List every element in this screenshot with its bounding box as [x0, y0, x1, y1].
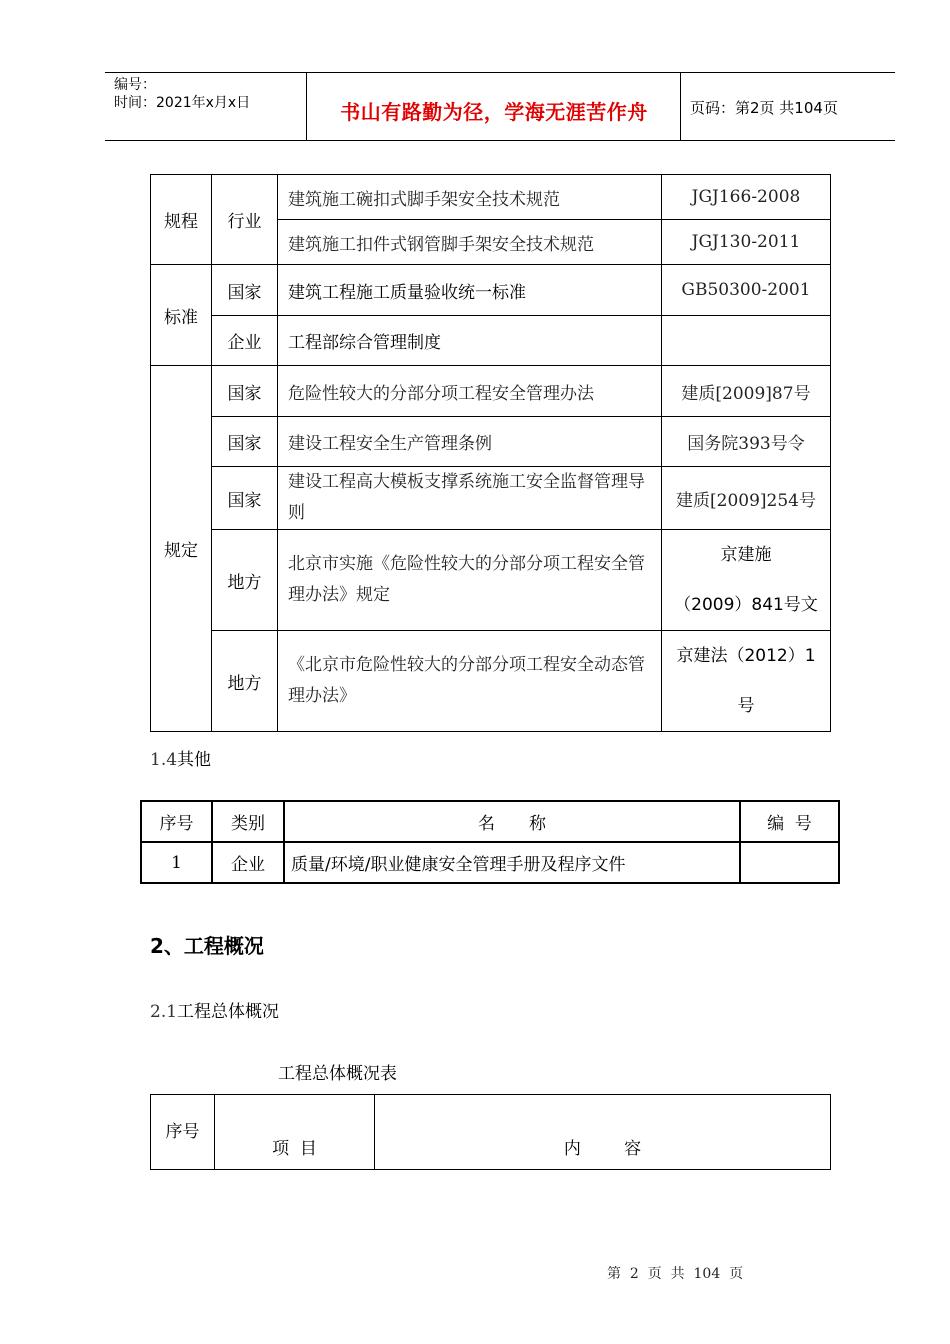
level-cell: 地方 — [212, 631, 278, 732]
header-cell: 类别 — [212, 801, 284, 842]
header-cell: 序号 — [141, 801, 212, 842]
table-header-row — [151, 1095, 831, 1170]
section-title: 工程总体概况 — [177, 1002, 280, 1022]
code-cell — [662, 530, 831, 631]
level-cell: 国家 — [212, 467, 278, 530]
name-cell: 建设工程安全生产管理条例 — [278, 417, 662, 467]
code-line-2: 号 — [737, 696, 755, 716]
table-row — [141, 842, 839, 883]
standards-table — [150, 174, 831, 732]
code-cell — [662, 631, 831, 732]
name-cell: 危险性较大的分部分项工程安全管理办法 — [278, 366, 662, 417]
header-number-label: 编号： — [114, 77, 156, 93]
code-cell — [662, 316, 831, 366]
code-line-2: （2009）841号文 — [674, 595, 818, 615]
code-cell: 国务院393号令 — [662, 417, 831, 467]
section-heading-2-1 — [150, 997, 279, 1022]
other-table — [140, 800, 840, 884]
level-cell: 国家 — [212, 366, 278, 417]
footer-page-number: 第 2 页 共 104 页 — [607, 1266, 744, 1282]
overview-table — [150, 1094, 831, 1170]
level-cell: 国家 — [212, 417, 278, 467]
category-cell: 规定 — [151, 366, 212, 732]
table-row — [151, 631, 831, 732]
header-time-label: 时间：2021年x月x日 — [114, 95, 251, 111]
level-cell: 地方 — [212, 530, 278, 631]
code-line-1: 京建法（2012）1 — [676, 646, 816, 666]
code-cell: GB50300-2001 — [662, 265, 831, 316]
overview-table-title: 工程总体概况表 — [278, 1064, 397, 1084]
header-cell: 编 号 — [740, 801, 839, 842]
table-row — [151, 366, 831, 417]
section-number: 1.4 — [150, 750, 178, 770]
name-cell: 建设工程高大模板支撑系统施工安全监督管理导则 — [278, 467, 662, 530]
name-cell: 北京市实施《危险性较大的分部分项工程安全管理办法》规定 — [278, 530, 662, 631]
table-row — [151, 467, 831, 530]
table-row — [151, 530, 831, 631]
row-name: 质量/环境/职业健康安全管理手册及程序文件 — [284, 842, 740, 883]
category-cell: 标准 — [151, 265, 212, 366]
section-title: 其他 — [177, 750, 212, 770]
row-number: 1 — [141, 842, 212, 883]
name-cell: 建筑施工扣件式钢管脚手架安全技术规范 — [278, 220, 662, 265]
table-row — [151, 316, 831, 366]
level-cell: 行业 — [212, 175, 278, 265]
code-cell: JGJ166-2008 — [662, 175, 831, 220]
header-cell: 项 目 — [215, 1095, 375, 1170]
row-type: 企业 — [212, 842, 284, 883]
name-cell: 建筑工程施工质量验收统一标准 — [278, 265, 662, 316]
name-cell: 工程部综合管理制度 — [278, 316, 662, 366]
code-cell: 建质[2009]254号 — [662, 467, 831, 530]
table-header-row — [141, 801, 839, 842]
header-motto: 书山有路勤为径，学海无涯苦作舟 — [340, 100, 648, 124]
level-cell: 国家 — [212, 265, 278, 316]
level-cell: 企业 — [212, 316, 278, 366]
header-bottom-rule — [105, 140, 895, 141]
code-line-1: 京建施 — [720, 545, 772, 565]
header-top-rule — [105, 72, 895, 73]
section-heading-1-4 — [150, 745, 211, 770]
header-divider-left — [306, 72, 307, 140]
section-number: 2.1 — [150, 1002, 178, 1022]
code-cell: 建质[2009]87号 — [662, 366, 831, 417]
category-cell: 规程 — [151, 175, 212, 265]
header-divider-right — [680, 72, 681, 140]
table-row — [151, 175, 831, 220]
section-2-title: 2、工程概况 — [150, 934, 264, 958]
header-page-info: 页码：第2页 共104页 — [690, 99, 838, 117]
table-row — [151, 265, 831, 316]
header-cell: 名 称 — [284, 801, 740, 842]
table-row — [151, 417, 831, 467]
code-cell: JGJ130-2011 — [662, 220, 831, 265]
name-cell: 建筑施工碗扣式脚手架安全技术规范 — [278, 175, 662, 220]
row-code — [740, 842, 839, 883]
header-cell: 内 容 — [375, 1095, 831, 1170]
name-cell: 《北京市危险性较大的分部分项工程安全动态管理办法》 — [278, 631, 662, 732]
header-cell: 序号 — [151, 1095, 215, 1170]
